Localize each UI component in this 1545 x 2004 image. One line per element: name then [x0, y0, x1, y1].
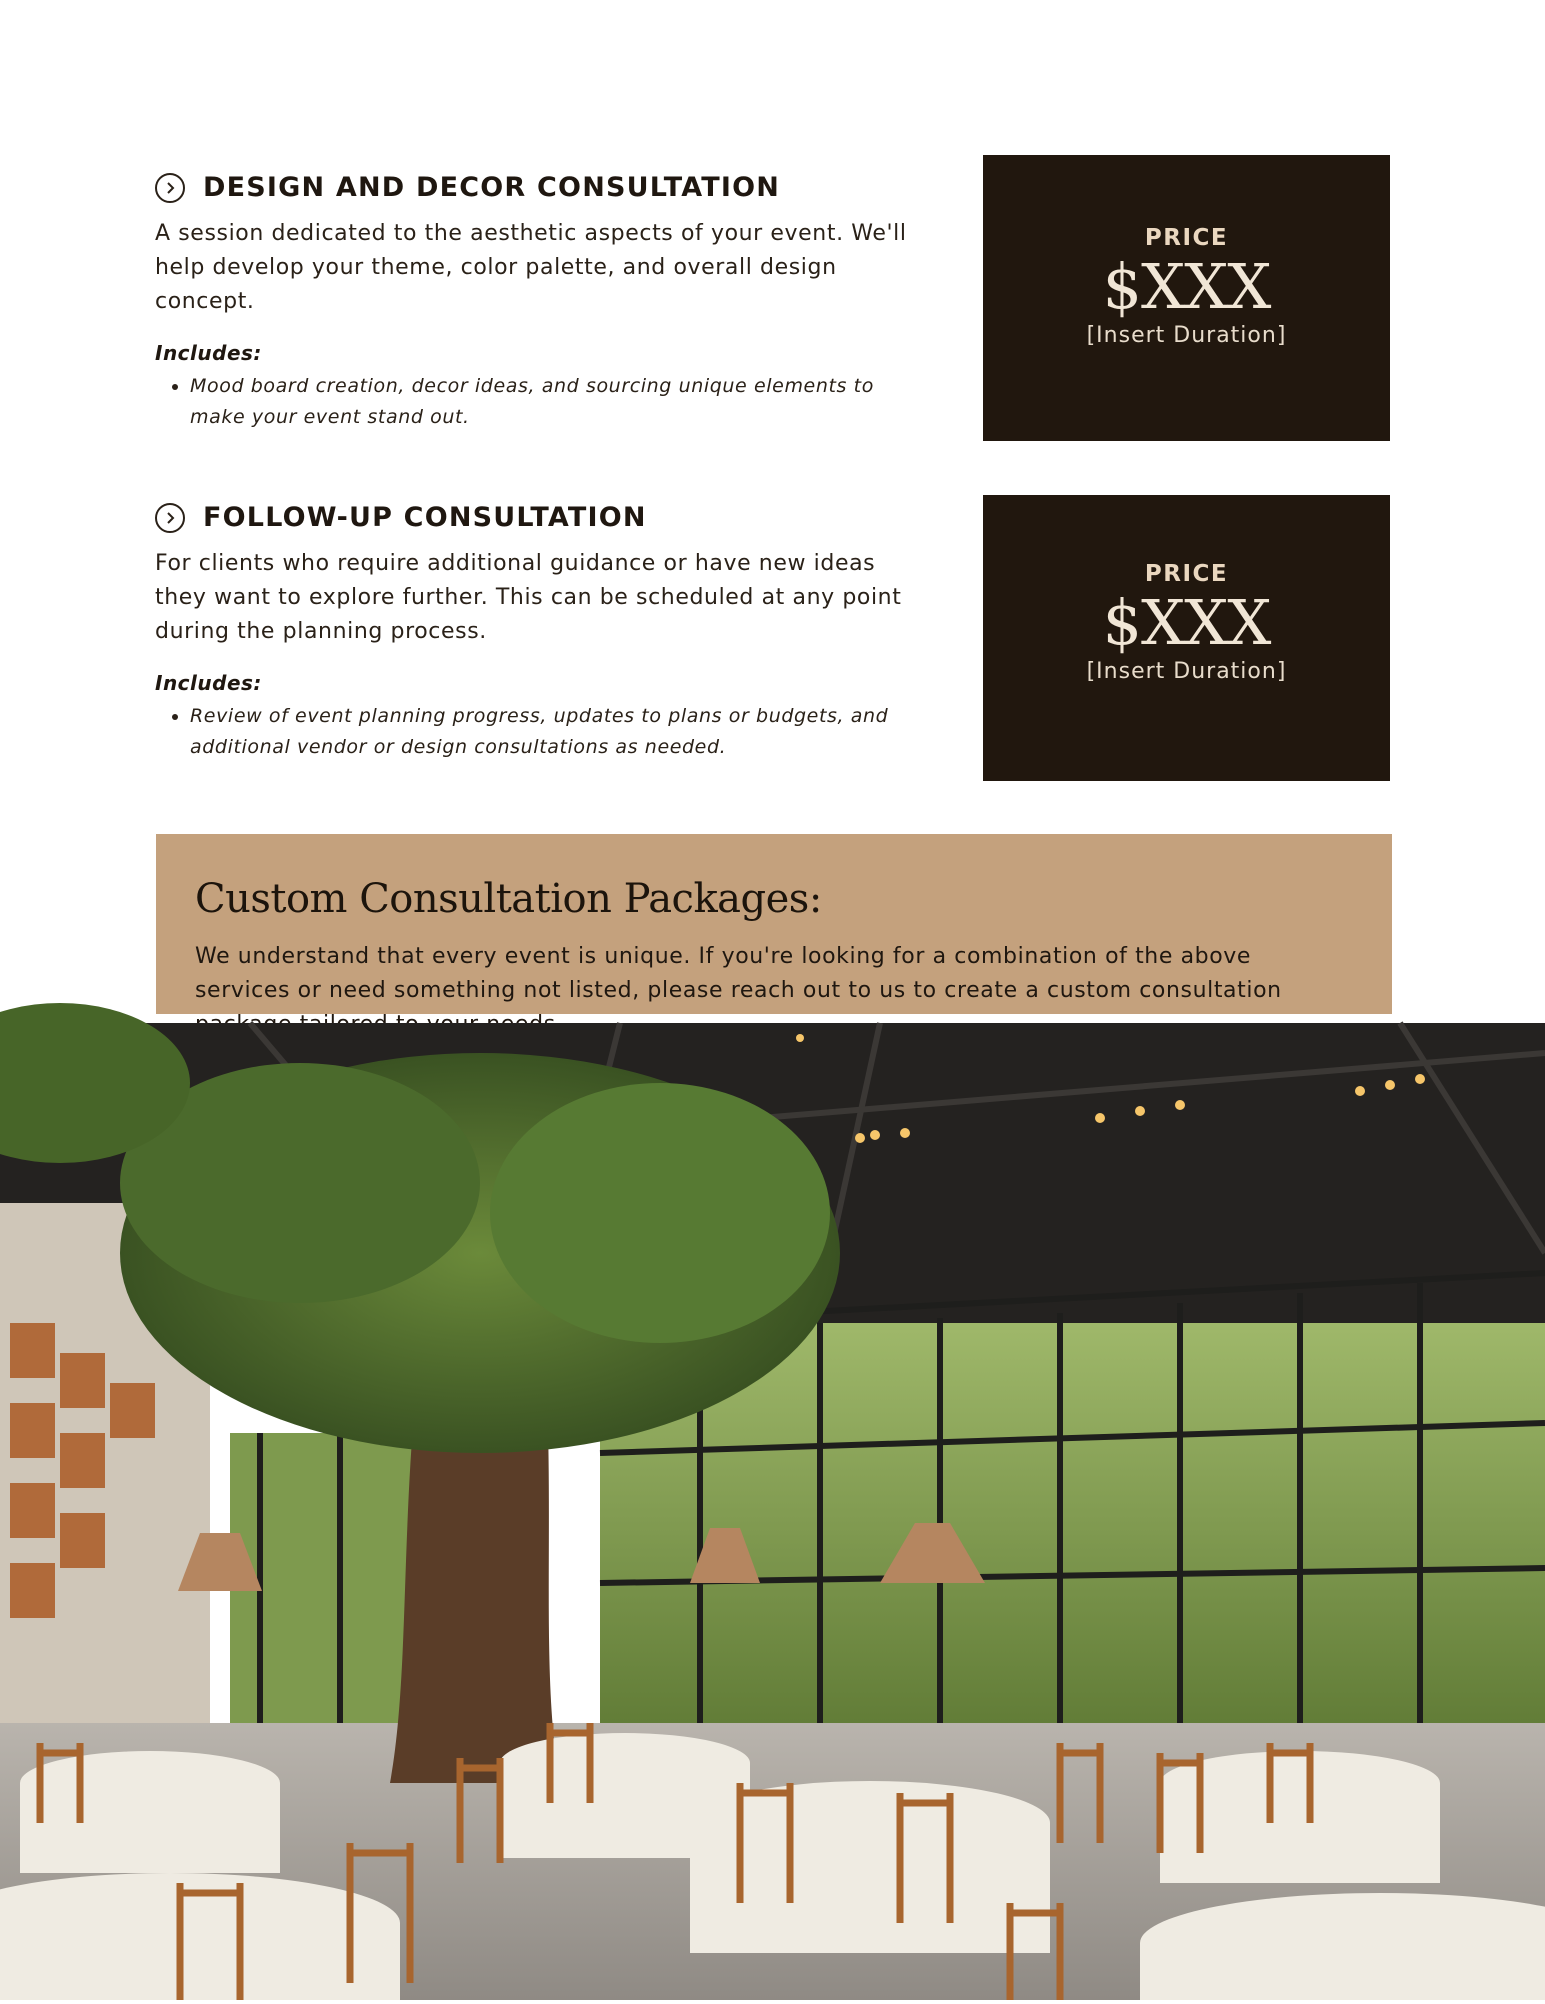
custom-packages-title: Custom Consultation Packages: [195, 876, 822, 922]
price-value: $XXX [1102, 586, 1271, 659]
price-label: PRICE [1144, 225, 1229, 251]
venue-photo [0, 1023, 1545, 2000]
service-header [155, 502, 925, 533]
custom-packages-text: We understand that every event is unique. If you're looking for a combination of the above services or need something not listed, please reach out to us to create a custom consultation [195, 944, 1282, 1003]
price-card-design-decor [983, 155, 1390, 441]
service-title: FOLLOW-UP CONSULTATION [203, 502, 647, 533]
includes-item: • Mood board creation, decor ideas, and sourcing unique elements to make your event stand out. [190, 371, 925, 433]
price-card-follow-up [983, 495, 1390, 781]
includes-label: Includes: [155, 341, 262, 365]
service-description: A session dedicated to the aesthetic aspects of your event. We'll help develop your theme, color palette, and overall design concept. [155, 221, 907, 314]
price-duration: [Insert Duration] [1086, 323, 1287, 348]
service-design-decor [155, 172, 925, 433]
service-title: DESIGN AND DECOR CONSULTATION [203, 172, 781, 203]
service-follow-up [155, 502, 925, 763]
price-value: $XXX [1102, 250, 1271, 323]
custom-packages-section [156, 834, 1392, 1014]
includes-item: • Review of event planning progress, updates to plans or budgets, and additional vendor or design consultations as needed. [190, 701, 925, 763]
chevron-right-circle-icon [155, 503, 185, 533]
service-description: For clients who require additional guidance or have new ideas they want to explore further. This can be scheduled at any point during the planning process. [155, 551, 902, 644]
price-label: PRICE [1144, 561, 1229, 587]
includes-label: Includes: [155, 671, 262, 695]
includes-list [155, 701, 925, 763]
service-header [155, 172, 925, 203]
chevron-right-circle-icon [155, 173, 185, 203]
includes-list [155, 371, 925, 433]
price-duration: [Insert Duration] [1086, 659, 1287, 684]
